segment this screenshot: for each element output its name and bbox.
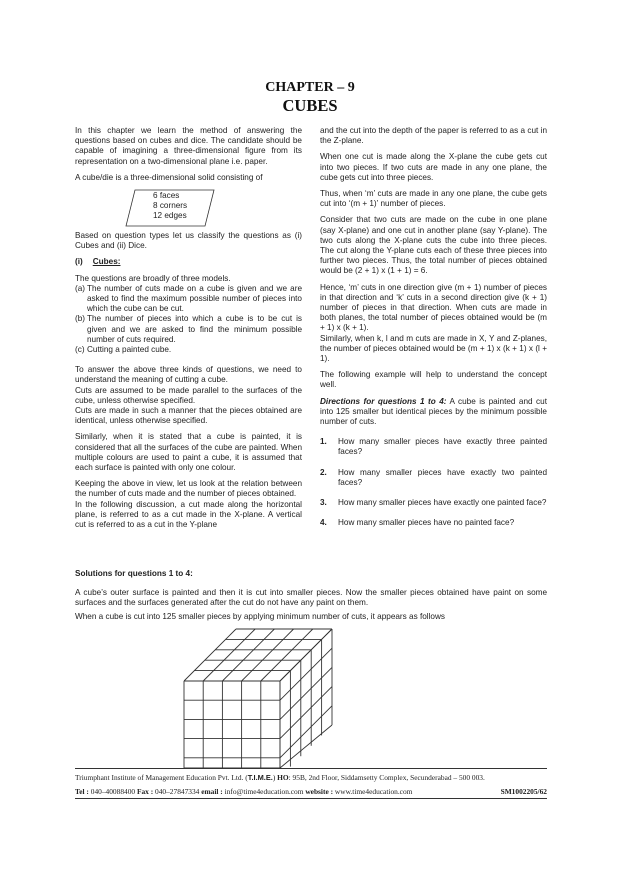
email-link[interactable]: info@time4education.com — [222, 787, 306, 796]
paragraph: In this chapter we learn the method of answering the questions based on cubes and dice. The candidate should be capable of imagining a three-dimensional figure from its representation on a two-dimensional plane i.e. paper. — [75, 126, 302, 166]
footer-label: email : — [201, 787, 223, 796]
question-number: 2. — [320, 467, 327, 477]
list-text: Cutting a painted cube. — [87, 345, 172, 355]
cube-grid-line — [261, 629, 313, 681]
paragraph: Thus, when ‘m’ cuts are made in any one plane, the cube gets cut into ‘(m + 1)’ number of pieces. — [320, 189, 547, 209]
paragraph: Cuts are made in such a manner that the pieces obtained are identical, unless otherwise specified. — [75, 406, 302, 426]
footer-address — [75, 773, 547, 782]
question-number: 3. — [320, 498, 327, 508]
cube-grid-line — [280, 667, 332, 719]
brand-name: T.I.M.E. — [247, 773, 273, 782]
paragraph: Keeping the above in view, let us look at the relation between the number of cuts made and the number of pieces obtained. — [75, 479, 302, 499]
website-link[interactable]: www.time4education.com — [333, 787, 413, 796]
footer-text: : 95B, 2nd Floor, Siddamsetty Complex, Secunderabad – 500 003. — [288, 773, 485, 782]
question-number: 1. — [320, 437, 327, 447]
page-title: CUBES — [282, 96, 338, 115]
paragraph: The questions are broadly of three models. — [75, 273, 231, 283]
box-line: 6 faces — [153, 191, 180, 201]
cube-grid-line — [280, 629, 332, 681]
footer-divider — [75, 768, 547, 769]
footer-contacts — [75, 787, 547, 796]
list-marker: (c) — [75, 345, 85, 355]
directions-text: A cube is painted and cut into 125 smaller but identical pieces by the minimum possible number of cuts. — [320, 396, 547, 427]
phone: 040–40088400 — [88, 787, 137, 796]
paragraph: A cube/die is a three-dimensional solid consisting of — [75, 172, 263, 182]
paragraph: Cuts are assumed to be made parallel to the surfaces of the cube, unless otherwise specified. — [75, 385, 302, 405]
paragraph: The following example will help to understand the concept well. — [320, 370, 547, 390]
list-text: The number of cuts made on a cube is given and we are asked to find the maximum possible number of pieces into which the cube can be cut. — [87, 283, 302, 314]
paragraph: Hence, ‘m’ cuts in one direction give (m + 1) number of pieces in that direction and ‘k’ cuts in a second direction give (k + 1) number of pieces in that direction. When cuts are made in both planes, the total number of pieces obtained would be (m + 1) x (k + 1). — [320, 282, 547, 333]
chapter-number: CHAPTER – 9 — [265, 80, 355, 95]
list-marker: (a) — [75, 283, 86, 293]
paragraph: A cube’s outer surface is painted and then it is cut into smaller pieces. Now the smaller pieces obtained have paint on some surfaces and the surfaces generated after the cut do not have any paint on them. — [75, 588, 547, 608]
paragraph: Consider that two cuts are made on the cube in one plane (say X-plane) and one cut in another plane (say Y-plane). The two cuts along the X-plane cuts the cube into three pieces. The cut along the Y-plane cuts each of these three pieces into further two pieces. Thus, the total number of pieces obtained would be (2 + 1) x (1 + 1) = 6. — [320, 215, 547, 276]
solutions-heading: Solutions for questions 1 to 4: — [75, 569, 193, 578]
list-marker: (b) — [75, 314, 86, 324]
question-text: How many smaller pieces have exactly one painted face? — [338, 498, 547, 508]
cube-grid-line — [203, 629, 255, 681]
paragraph: In the following discussion, a cut made along the horizontal plane, is referred to as a cut made in the X-plane. A vertical cut is referred to as a cut in the Y-plane — [75, 499, 302, 530]
paragraph: When a cube is cut into 125 smaller pieces by applying minimum number of cuts, it appears as follows — [75, 612, 445, 621]
paragraph: Similarly, when k, l and m cuts are made in X, Y and Z-planes, the number of pieces obtained would be (m + 1) x (k + 1) x (l + 1). — [320, 333, 547, 364]
footer-text: Triumphant Institute of Management Education Pvt. Ltd. ( — [75, 773, 248, 782]
cube-grid-line — [184, 629, 236, 681]
footer-label: website : — [305, 787, 334, 796]
footer-text: ) — [272, 773, 278, 782]
footer-label: Tel : — [75, 787, 89, 796]
paragraph: To answer the above three kinds of questions, we need to understand the meaning of cutting a cube. — [75, 365, 302, 385]
cube-grid-line — [242, 629, 294, 681]
question-text: How many smaller pieces have exactly two painted faces? — [338, 467, 547, 487]
cube-grid-line — [280, 648, 332, 700]
footer-divider — [75, 798, 547, 799]
box-line: 12 edges — [153, 211, 187, 221]
paragraph: When one cut is made along the X-plane the cube gets cut into two pieces. If two cuts are made in any one plane, the cube gets cut into three pieces. — [320, 152, 547, 182]
question-number: 4. — [320, 518, 327, 528]
fax: 040–27847334 — [153, 787, 202, 796]
question-text: How many smaller pieces have no painted face? — [338, 518, 515, 528]
cube-grid-line — [280, 687, 332, 739]
paragraph: Based on question types let us classify the questions as (i) Cubes and (ii) Dice. — [75, 231, 302, 251]
directions-label: Directions for questions 1 to 4: — [320, 396, 447, 406]
cube-grid-line — [222, 629, 274, 681]
question-text: How many smaller pieces have exactly three painted faces? — [338, 437, 547, 457]
paragraph: Similarly, when it is stated that a cube is painted, it is considered that all the surfaces of the cube are painted. When multiple colours are used to paint a cube, it is assumed that each surface is painted with only one colour. — [75, 432, 302, 473]
footer-label: HO — [277, 773, 289, 782]
footer-label: Fax : — [136, 787, 154, 796]
section-number: (i) — [75, 257, 83, 267]
page-code: SM1002205/62 — [500, 787, 547, 796]
paragraph: and the cut into the depth of the paper is referred to as a cut in the Z-plane. — [320, 126, 547, 146]
box-line: 8 corners — [153, 201, 188, 211]
section-title: Cubes: — [92, 257, 121, 267]
list-text: The number of pieces into which a cube is to be cut is given and we are asked to find the minimum possible number of cuts required. — [87, 314, 302, 344]
